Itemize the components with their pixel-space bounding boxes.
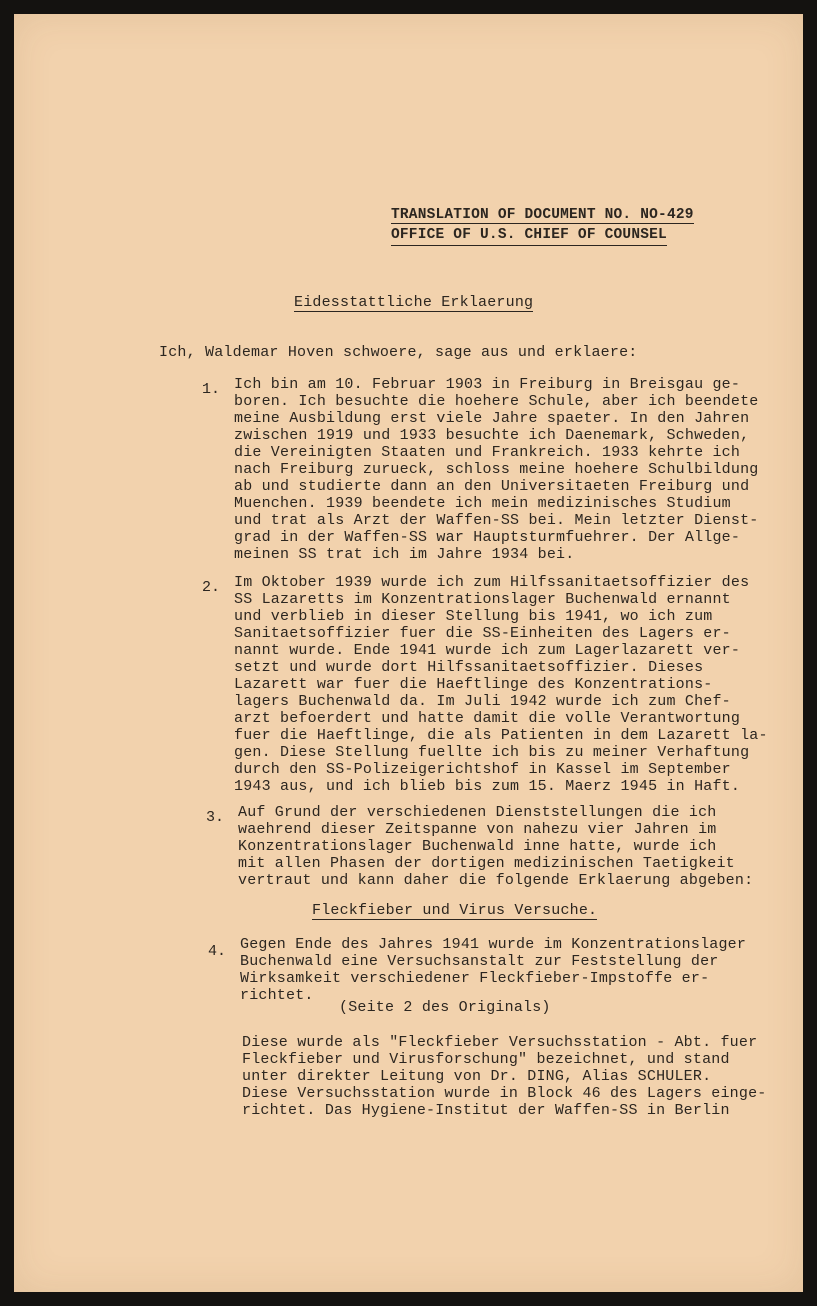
paragraph-line: richtet. Das Hygiene-Institut der Waffen-SS in Berlin xyxy=(242,1102,730,1119)
paragraph-line: setzt und wurde dort Hilfssanitaetsoffizier. Dieses xyxy=(234,659,704,676)
section-subheading: Fleckfieber und Virus Versuche. xyxy=(312,902,598,919)
paragraph-line: durch den SS-Polizeigerichtshof in Kassel im September xyxy=(234,761,731,778)
paragraph-line: boren. Ich besuchte die hoehere Schule, aber ich beendete xyxy=(234,393,759,410)
paragraph-2-body xyxy=(234,574,768,795)
paragraph-line: lagers Buchenwald da. Im Juli 1942 wurde ich zum Chef- xyxy=(234,693,731,710)
paragraph-line: Lazarett war fuer die Haeftlinge des Konzentrations- xyxy=(234,676,713,693)
paragraph-line: waehrend dieser Zeitspanne von nahezu vier Jahren im xyxy=(238,821,717,838)
paragraph-line: meine Ausbildung erst viele Jahre spaeter. In den Jahren xyxy=(234,410,750,427)
paragraph-line: Diese Versuchsstation wurde in Block 46 des Lagers einge- xyxy=(242,1085,767,1102)
paragraph-line: Sanitaetsoffizier fuer die SS-Einheiten des Lagers er- xyxy=(234,625,731,642)
paragraph-4-body xyxy=(240,936,746,1004)
paragraph-line: Im Oktober 1939 wurde ich zum Hilfssanitaetsoffizier des xyxy=(234,574,750,591)
paragraph-line: zwischen 1919 und 1933 besuchte ich Daenemark, Schweden, xyxy=(234,427,750,444)
paragraph-line: und trat als Arzt der Waffen-SS bei. Mein letzter Dienst- xyxy=(234,512,759,529)
paragraph-line: unter direkter Leitung von Dr. DING, Alias SCHULER. xyxy=(242,1068,712,1085)
paragraph-3-number: 3. xyxy=(206,809,225,826)
paragraph-line: ab und studierte dann an den Universitaeten Freiburg und xyxy=(234,478,750,495)
paragraph-line: meinen SS trat ich im Jahre 1934 bei. xyxy=(234,546,575,563)
paragraph-line: gen. Diese Stellung fuellte ich bis zu meiner Verhaftung xyxy=(234,744,750,761)
paragraph-1-body xyxy=(234,376,758,563)
paragraph-line: 1943 aus, und ich blieb bis zum 15. Maerz 1945 in Haft. xyxy=(234,778,741,795)
paragraph-line: nach Freiburg zurueck, schloss meine hoehere Schulbildung xyxy=(234,461,759,478)
paragraph-line: Konzentrationslager Buchenwald inne hatte, wurde ich xyxy=(238,838,717,855)
paragraph-line: vertraut und kann daher die folgende Erklaerung abgeben: xyxy=(238,872,754,889)
paragraph-line: Auf Grund der verschiedenen Dienststellungen die ich xyxy=(238,804,717,821)
paragraph-line: mit allen Phasen der dortigen medizinischen Taetigkeit xyxy=(238,855,735,872)
paragraph-line: fuer die Haeftlinge, die als Patienten in dem Lazarett la- xyxy=(234,727,768,744)
header-line-1: TRANSLATION OF DOCUMENT NO. NO-429 xyxy=(391,207,694,223)
paragraph-line: Gegen Ende des Jahres 1941 wurde im Konzentrationslager xyxy=(240,936,747,953)
paragraph-line: die Vereinigten Staaten und Frankreich. 1933 kehrte ich xyxy=(234,444,741,461)
paragraph-line: grad in der Waffen-SS war Hauptsturmfuehrer. Der Allge- xyxy=(234,529,741,546)
paragraph-1-number: 1. xyxy=(202,381,221,398)
intro-statement: Ich, Waldemar Hoven schwoere, sage aus und erklaere: xyxy=(159,344,638,361)
page-note: (Seite 2 des Originals) xyxy=(339,999,551,1016)
paragraph-line: nannt wurde. Ende 1941 wurde ich zum Lagerlazarett ver- xyxy=(234,642,741,659)
paragraph-line: Ich bin am 10. Februar 1903 in Freiburg in Breisgau ge- xyxy=(234,376,741,393)
paragraph-line: Fleckfieber und Virusforschung" bezeichnet, und stand xyxy=(242,1051,730,1068)
paragraph-line: Buchenwald eine Versuchsanstalt zur Feststellung der xyxy=(240,953,719,970)
header-line-2: OFFICE OF U.S. CHIEF OF COUNSEL xyxy=(391,227,667,246)
paragraph-line: Muenchen. 1939 beendete ich mein medizinisches Studium xyxy=(234,495,731,512)
paragraph-line: Diese wurde als "Fleckfieber Versuchsstation - Abt. fuer xyxy=(242,1034,758,1051)
paragraph-line: richtet. xyxy=(240,987,314,1004)
continuation-body xyxy=(242,1034,766,1119)
paragraph-line: und verblieb in dieser Stellung bis 1941, wo ich zum xyxy=(234,608,713,625)
document-title: Eidesstattliche Erklaerung xyxy=(294,294,534,311)
paragraph-line: arzt befoerdert und hatte damit die volle Verantwortung xyxy=(234,710,741,727)
paragraph-4-number: 4. xyxy=(208,943,227,960)
paragraph-line: SS Lazaretts im Konzentrationslager Buchenwald ernannt xyxy=(234,591,731,608)
paragraph-2-number: 2. xyxy=(202,579,221,596)
paragraph-line: Wirksamkeit verschiedener Fleckfieber-Impstoffe er- xyxy=(240,970,710,987)
document-page xyxy=(14,14,803,1292)
paragraph-3-body xyxy=(238,804,753,889)
